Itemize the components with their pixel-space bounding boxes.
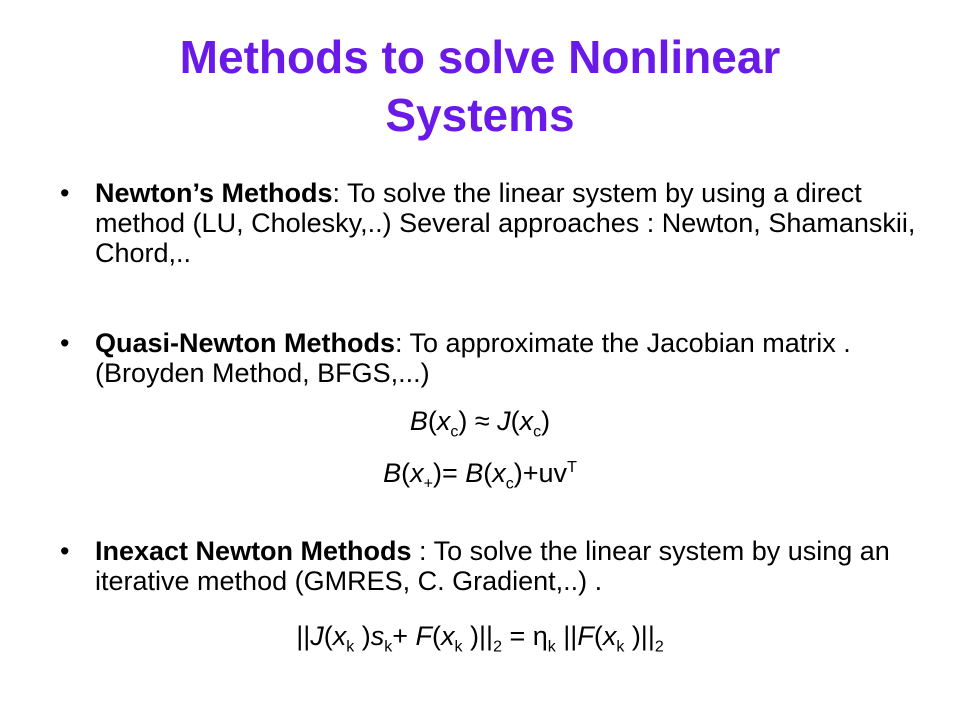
bullet-inexact-newton (60, 536, 920, 596)
bullet-dot: • (60, 328, 70, 358)
bullet-dot: • (60, 178, 70, 208)
title-line-2: Systems (385, 89, 575, 141)
bullet-text: : To solve the linear system by using a direct method (LU, Cholesky,..) Several approaches : Newton, Shamanskii, Chord,.. (95, 178, 916, 268)
bullet-dot: • (60, 536, 70, 566)
bullet-heading: Inexact Newton Methods (95, 536, 412, 566)
formula-inexact: $||J(x_k$ )$s_k+ F(x_k$ )$||_2 = \eta_k$ $||F(x_k$ )$||_2$ (296, 621, 664, 656)
formula-approx: $B(x_c) \approx J(x_c)$ (409, 406, 551, 441)
slide-title (0, 28, 960, 144)
bullet-newton (60, 178, 920, 268)
bullet-heading: Quasi-Newton Methods (95, 328, 396, 358)
bullet-text: : To approximate the Jacobian matrix . (Broyden Method, BFGS,...) (95, 328, 851, 388)
bullet-text: : To solve the linear system by using an iterative method (GMRES, C. Gradient,..) . (95, 536, 890, 596)
bullet-heading: Newton’s Methods (95, 178, 333, 208)
formula-update: $B(x_+)= B(x_c)+uv^T$ (383, 458, 577, 493)
title-line-1: Methods to solve Nonlinear (179, 31, 781, 83)
bullet-quasi-newton (60, 328, 920, 388)
